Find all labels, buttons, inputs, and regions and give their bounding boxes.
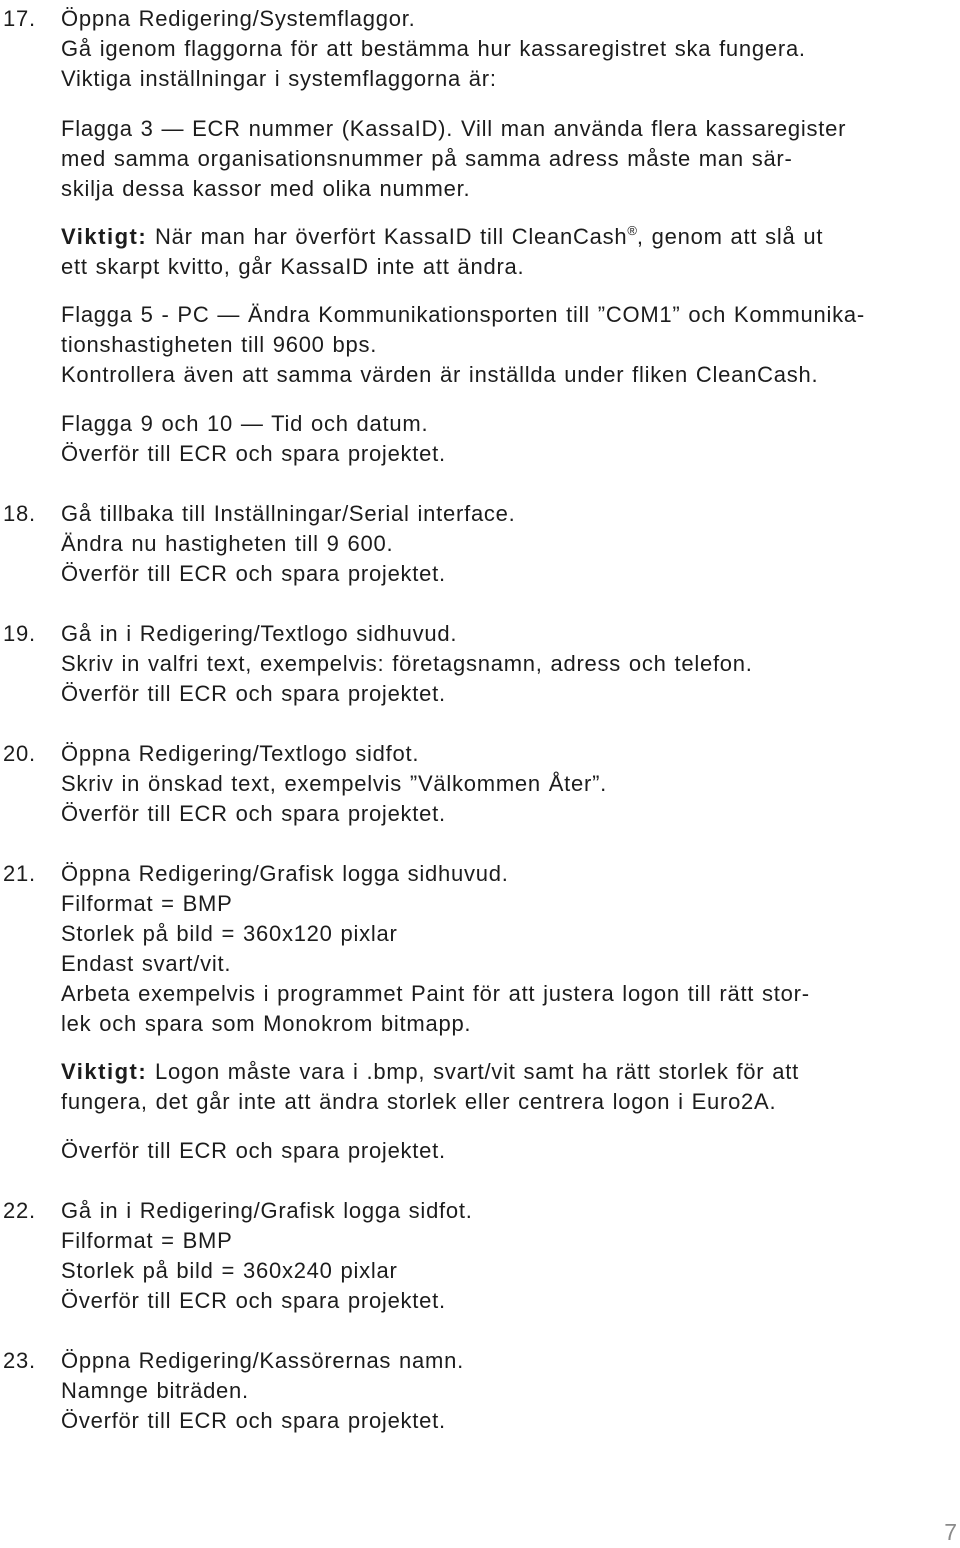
item-19-line: Skriv in valfri text, exempelvis: företagsnamn, adress och telefon. <box>61 651 753 676</box>
item-17-line: med samma organisationsnummer på samma adress måste man sär- <box>61 146 793 171</box>
item-21-line: Öppna Redigering/Grafisk logga sidhuvud. <box>61 861 509 886</box>
important-note-kassaid-line2: ett skarpt kvitto, går KassaID inte att ändra. <box>61 254 525 279</box>
item-21-line: Endast svart/vit. <box>61 951 232 976</box>
important-note-logo-line2: fungera, det går inte att ändra storlek eller centrera logon i Euro2A. <box>61 1089 777 1114</box>
important-note-logo <box>61 1057 799 1087</box>
item-20-line: Överför till ECR och spara projektet. <box>61 801 446 826</box>
item-number-21: 21. <box>3 861 36 886</box>
item-23-line: Öppna Redigering/Kassörernas namn. <box>61 1348 464 1373</box>
registered-mark: ® <box>627 223 637 238</box>
item-22-line: Överför till ECR och spara projektet. <box>61 1288 446 1313</box>
item-number-19: 19. <box>3 621 36 646</box>
item-18-line: Överför till ECR och spara projektet. <box>61 561 446 586</box>
item-17-line: Flagga 5 - PC — Ändra Kommunikationsporten till ”COM1” och Kommunika- <box>61 302 865 327</box>
item-17-line: Flagga 3 — ECR nummer (KassaID). Vill man använda flera kassaregister <box>61 116 847 141</box>
item-23-line: Överför till ECR och spara projektet. <box>61 1408 446 1433</box>
item-17-line: Flagga 9 och 10 — Tid och datum. <box>61 411 429 436</box>
item-23-line: Namnge biträden. <box>61 1378 249 1403</box>
item-17-line: Öppna Redigering/Systemflaggor. <box>61 6 416 31</box>
note-text: , genom att slå ut <box>636 224 824 249</box>
item-20-line: Öppna Redigering/Textlogo sidfot. <box>61 741 420 766</box>
note-text: Logon måste vara i .bmp, svart/vit samt ha rätt storlek för att <box>147 1059 799 1084</box>
item-20-line: Skriv in önskad text, exempelvis ”Välkommen Åter”. <box>61 771 608 796</box>
note-label: Viktigt: <box>61 224 148 249</box>
item-22-line: Storlek på bild = 360x240 pixlar <box>61 1258 398 1283</box>
item-22-line: Filformat = BMP <box>61 1228 233 1253</box>
item-19-line: Överför till ECR och spara projektet. <box>61 681 446 706</box>
item-17-line: tionshastigheten till 9600 bps. <box>61 332 378 357</box>
item-22-line: Gå in i Redigering/Grafisk logga sidfot. <box>61 1198 473 1223</box>
important-note-kassaid <box>61 222 823 252</box>
item-21-line: Storlek på bild = 360x120 pixlar <box>61 921 398 946</box>
item-number-17: 17. <box>3 6 36 31</box>
item-number-22: 22. <box>3 1198 36 1223</box>
item-17-line: Gå igenom flaggorna för att bestämma hur kassaregistret ska fungera. <box>61 36 806 61</box>
item-number-18: 18. <box>3 501 36 526</box>
item-17-line: Kontrollera även att samma värden är inställda under fliken CleanCash. <box>61 362 819 387</box>
note-text: När man har överfört KassaID till CleanCash <box>147 224 628 249</box>
item-19-line: Gå in i Redigering/Textlogo sidhuvud. <box>61 621 458 646</box>
item-21-line: Arbeta exempelvis i programmet Paint för att justera logon till rätt stor- <box>61 981 810 1006</box>
item-18-line: Ändra nu hastigheten till 9 600. <box>61 531 394 556</box>
item-21-line: Överför till ECR och spara projektet. <box>61 1138 446 1163</box>
item-21-line: Filformat = BMP <box>61 891 233 916</box>
item-17-line: skilja dessa kassor med olika nummer. <box>61 176 471 201</box>
item-21-line: lek och spara som Monokrom bitmapp. <box>61 1011 472 1036</box>
note-label: Viktigt: <box>61 1059 148 1084</box>
item-18-line: Gå tillbaka till Inställningar/Serial interface. <box>61 501 516 526</box>
item-17-line: Överför till ECR och spara projektet. <box>61 441 446 466</box>
item-17-line: Viktiga inställningar i systemflaggorna är: <box>61 66 497 91</box>
item-number-20: 20. <box>3 741 36 766</box>
item-number-23: 23. <box>3 1348 36 1373</box>
page-number: 7 <box>944 1519 957 1545</box>
